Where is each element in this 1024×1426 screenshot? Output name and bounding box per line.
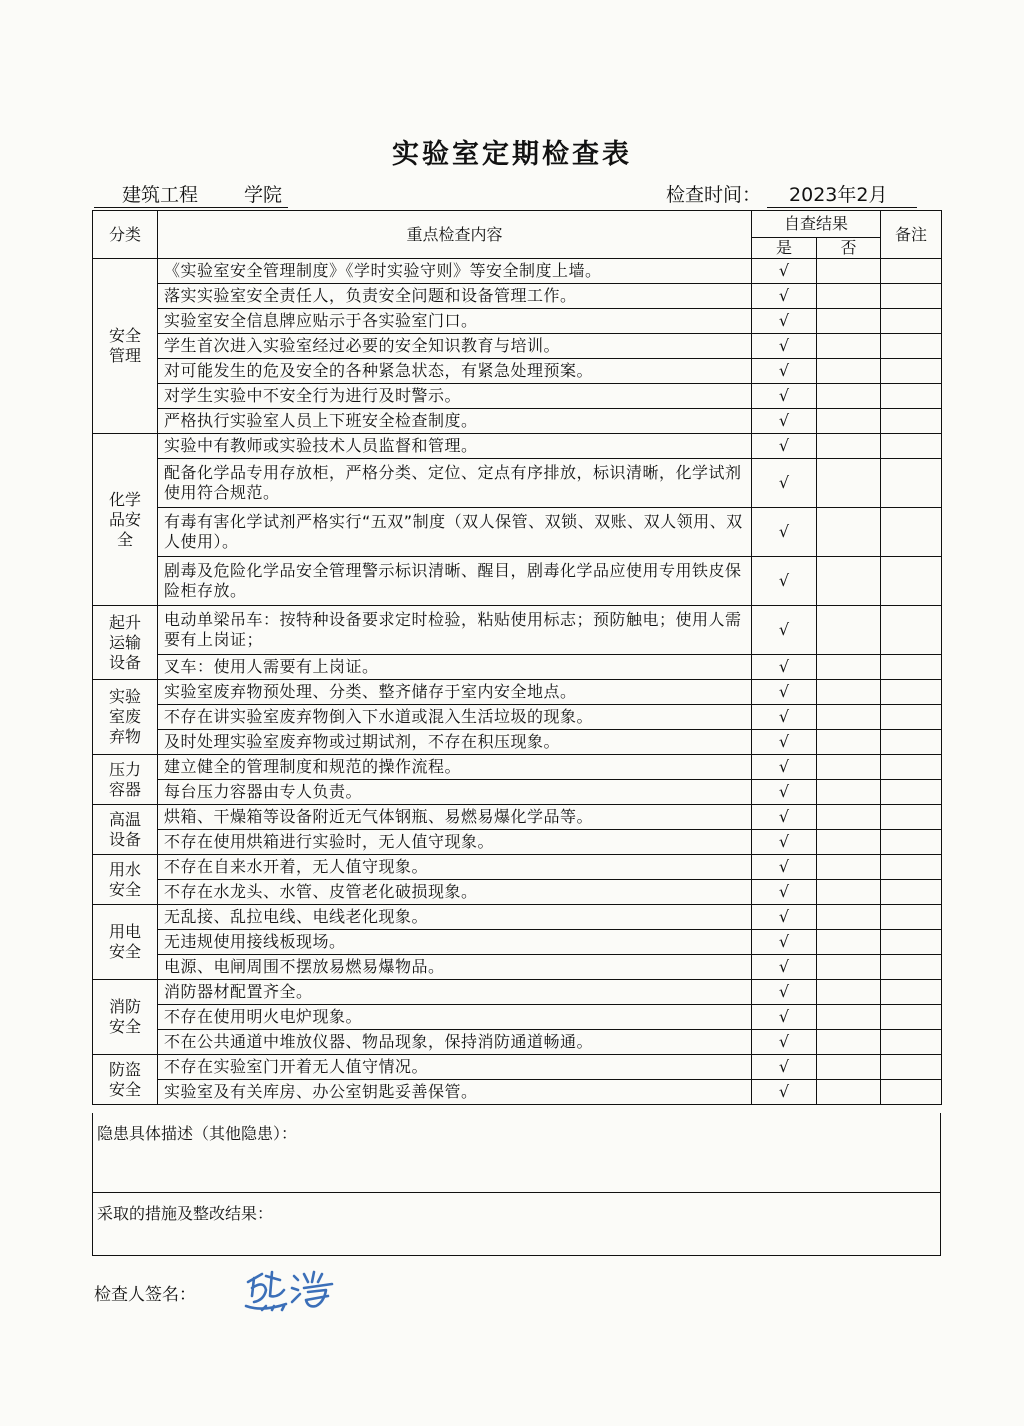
measures-label: 采取的措施及整改结果： (97, 1204, 274, 1223)
yes-checkmark: √ (752, 705, 817, 730)
check-item: 及时处理实验室废弃物或过期试剂，不存在积压现象。 (158, 730, 752, 755)
remarks-cell (881, 508, 942, 557)
table-row (93, 705, 942, 730)
yes-checkmark: √ (752, 384, 817, 409)
check-item: 学生首次进入实验室经过必要的安全知识教育与培训。 (158, 334, 752, 359)
no-cell (817, 830, 881, 855)
table-row (93, 980, 942, 1005)
check-item: 建立健全的管理制度和规范的操作流程。 (158, 755, 752, 780)
table-row (93, 1055, 942, 1080)
category-cell: 起升 运输 设备 (93, 606, 158, 680)
no-cell (817, 680, 881, 705)
check-item: 落实实验室安全责任人，负责安全问题和设备管理工作。 (158, 284, 752, 309)
check-item: 不存在实验室门开着无人值守情况。 (158, 1055, 752, 1080)
school-name: 建筑工程 (122, 184, 199, 206)
remarks-cell (881, 606, 942, 655)
no-cell (817, 459, 881, 508)
remarks-cell (881, 930, 942, 955)
remarks-cell (881, 855, 942, 880)
yes-checkmark: √ (752, 930, 817, 955)
remarks-cell (881, 359, 942, 384)
check-item: 每台压力容器由专人负责。 (158, 780, 752, 805)
remarks-cell (881, 409, 942, 434)
page-title: 实验室定期检查表 (392, 139, 632, 170)
hazard-section (92, 1113, 941, 1193)
category-cell: 安全 管理 (93, 259, 158, 434)
yes-checkmark: √ (752, 359, 817, 384)
remarks-cell (881, 705, 942, 730)
table-row (93, 1005, 942, 1030)
inspector-label: 检查人签名： (94, 1285, 196, 1305)
table-row (93, 334, 942, 359)
table-row (93, 384, 942, 409)
check-item: 不存在水龙头、水管、皮管老化破损现象。 (158, 880, 752, 905)
no-cell (817, 655, 881, 680)
check-item: 不在公共通道中堆放仪器、物品现象，保持消防通道畅通。 (158, 1030, 752, 1055)
no-cell (817, 855, 881, 880)
yes-checkmark: √ (752, 755, 817, 780)
check-item: 叉车：使用人需要有上岗证。 (158, 655, 752, 680)
check-item: 不存在自来水开着，无人值守现象。 (158, 855, 752, 880)
no-cell (817, 780, 881, 805)
no-cell (817, 930, 881, 955)
check-item: 严格执行实验室人员上下班安全检查制度。 (158, 409, 752, 434)
check-item: 电源、电闸周围不摆放易燃易爆物品。 (158, 955, 752, 980)
yes-checkmark: √ (752, 1080, 817, 1105)
inspection-date (666, 183, 917, 208)
school-field (94, 183, 288, 208)
table-row (93, 459, 942, 508)
yes-checkmark: √ (752, 905, 817, 930)
table-row (93, 1080, 942, 1105)
category-cell: 用电 安全 (93, 905, 158, 980)
no-cell (817, 1030, 881, 1055)
category-cell: 化学 品安 全 (93, 434, 158, 606)
check-item: 配备化学品专用存放柜，严格分类、定位、定点有序排放，标识清晰，化学试剂使用符合规范。 (158, 459, 752, 508)
remarks-cell (881, 780, 942, 805)
remarks-cell (881, 955, 942, 980)
yes-checkmark: √ (752, 680, 817, 705)
check-item: 不存在使用烘箱进行实验时，无人值守现象。 (158, 830, 752, 855)
table-row (93, 805, 942, 830)
table-row (93, 780, 942, 805)
remarks-cell (881, 655, 942, 680)
no-cell (817, 980, 881, 1005)
date-label: 检查时间： (666, 184, 762, 206)
category-cell: 消防 安全 (93, 980, 158, 1055)
check-item: 对学生实验中不安全行为进行及时警示。 (158, 384, 752, 409)
no-cell (817, 309, 881, 334)
yes-checkmark: √ (752, 1030, 817, 1055)
table-row (93, 855, 942, 880)
yes-checkmark: √ (752, 557, 817, 606)
no-cell (817, 434, 881, 459)
table-row (93, 680, 942, 705)
check-item: 电动单梁吊车：按特种设备要求定时检验，粘贴使用标志；预防触电；使用人需要有上岗证； (158, 606, 752, 655)
remarks-cell (881, 730, 942, 755)
category-cell: 防盗 安全 (93, 1055, 158, 1105)
checklist-table (92, 210, 942, 1105)
check-item: 不存在讲实验室废弃物倒入下水道或混入生活垃圾的现象。 (158, 705, 752, 730)
no-cell (817, 1080, 881, 1105)
yes-checkmark: √ (752, 805, 817, 830)
yes-checkmark: √ (752, 284, 817, 309)
yes-checkmark: √ (752, 880, 817, 905)
check-item: 无乱接、乱拉电线、电线老化现象。 (158, 905, 752, 930)
check-item: 剧毒及危险化学品安全管理警示标识清晰、醒目，剧毒化学品应使用专用铁皮保险柜存放。 (158, 557, 752, 606)
check-item: 实验室安全信息牌应贴示于各实验室门口。 (158, 309, 752, 334)
no-cell (817, 409, 881, 434)
yes-checkmark: √ (752, 334, 817, 359)
no-cell (817, 606, 881, 655)
remarks-cell (881, 755, 942, 780)
yes-checkmark: √ (752, 1055, 817, 1080)
remarks-cell (881, 309, 942, 334)
category-cell: 压力 容器 (93, 755, 158, 805)
no-cell (817, 334, 881, 359)
remarks-cell (881, 259, 942, 284)
remarks-cell (881, 459, 942, 508)
yes-checkmark: √ (752, 730, 817, 755)
table-row (93, 508, 942, 557)
hazard-label: 隐患具体描述（其他隐患）： (97, 1124, 298, 1143)
no-cell (817, 259, 881, 284)
no-cell (817, 1005, 881, 1030)
check-item: 实验室废弃物预处理、分类、整齐储存于室内安全地点。 (158, 680, 752, 705)
table-row (93, 359, 942, 384)
table-row (93, 880, 942, 905)
no-cell (817, 805, 881, 830)
remarks-cell (881, 905, 942, 930)
check-item: 不存在使用明火电炉现象。 (158, 1005, 752, 1030)
date-value: 2023年2月 (767, 183, 917, 208)
remarks-cell (881, 1055, 942, 1080)
checklist-body (93, 259, 942, 1105)
check-item: 烘箱、干燥箱等设备附近无气体钢瓶、易燃易爆化学品等。 (158, 805, 752, 830)
table-row (93, 730, 942, 755)
yes-checkmark: √ (752, 459, 817, 508)
table-row (93, 1030, 942, 1055)
check-item: 实验室及有关库房、办公室钥匙妥善保管。 (158, 1080, 752, 1105)
yes-checkmark: √ (752, 855, 817, 880)
header-remarks: 备注 (881, 211, 942, 259)
remarks-cell (881, 557, 942, 606)
yes-checkmark: √ (752, 1005, 817, 1030)
check-item: 有毒有害化学试剂严格实行“五双”制度（双人保管、双锁、双账、双人领用、双人使用）。 (158, 508, 752, 557)
table-row (93, 955, 942, 980)
table-row (93, 309, 942, 334)
yes-checkmark: √ (752, 955, 817, 980)
remarks-cell (881, 384, 942, 409)
remarks-cell (881, 1005, 942, 1030)
remarks-cell (881, 334, 942, 359)
no-cell (817, 1055, 881, 1080)
check-item: 无违规使用接线板现场。 (158, 930, 752, 955)
no-cell (817, 705, 881, 730)
check-item: 对可能发生的危及安全的各种紧急状态，有紧急处理预案。 (158, 359, 752, 384)
header-category: 分类 (93, 211, 158, 259)
table-row (93, 409, 942, 434)
table-row (93, 930, 942, 955)
header-no: 否 (817, 238, 881, 259)
yes-checkmark: √ (752, 259, 817, 284)
category-cell: 高温 设备 (93, 805, 158, 855)
header-yes: 是 (752, 238, 817, 259)
table-row (93, 830, 942, 855)
inspector-signature (242, 1266, 342, 1320)
yes-checkmark: √ (752, 830, 817, 855)
table-row (93, 284, 942, 309)
remarks-cell (881, 830, 942, 855)
header-self-check: 自查结果 (752, 211, 881, 238)
yes-checkmark: √ (752, 309, 817, 334)
yes-checkmark: √ (752, 409, 817, 434)
header-content: 重点检查内容 (158, 211, 752, 259)
category-cell: 用水 安全 (93, 855, 158, 905)
no-cell (817, 955, 881, 980)
check-item: 消防器材配置齐全。 (158, 980, 752, 1005)
remarks-cell (881, 1080, 942, 1105)
yes-checkmark: √ (752, 980, 817, 1005)
yes-checkmark: √ (752, 434, 817, 459)
no-cell (817, 557, 881, 606)
no-cell (817, 508, 881, 557)
table-row (93, 557, 942, 606)
no-cell (817, 384, 881, 409)
no-cell (817, 730, 881, 755)
no-cell (817, 880, 881, 905)
yes-checkmark: √ (752, 780, 817, 805)
yes-checkmark: √ (752, 655, 817, 680)
no-cell (817, 284, 881, 309)
table-row (93, 259, 942, 284)
table-row (93, 755, 942, 780)
table-row (93, 434, 942, 459)
remarks-cell (881, 880, 942, 905)
college-label: 学院 (244, 184, 283, 206)
yes-checkmark: √ (752, 606, 817, 655)
remarks-cell (881, 284, 942, 309)
category-cell: 实验 室废 弃物 (93, 680, 158, 755)
table-row (93, 905, 942, 930)
yes-checkmark: √ (752, 508, 817, 557)
remarks-cell (881, 980, 942, 1005)
remarks-cell (881, 680, 942, 705)
table-row (93, 606, 942, 655)
table-row (93, 655, 942, 680)
no-cell (817, 905, 881, 930)
check-item: 实验中有教师或实验技术人员监督和管理。 (158, 434, 752, 459)
measures-section (92, 1193, 941, 1256)
no-cell (817, 755, 881, 780)
no-cell (817, 359, 881, 384)
check-item: 《实验室安全管理制度》《学时实验守则》等安全制度上墙。 (158, 259, 752, 284)
remarks-cell (881, 434, 942, 459)
remarks-cell (881, 805, 942, 830)
remarks-cell (881, 1030, 942, 1055)
